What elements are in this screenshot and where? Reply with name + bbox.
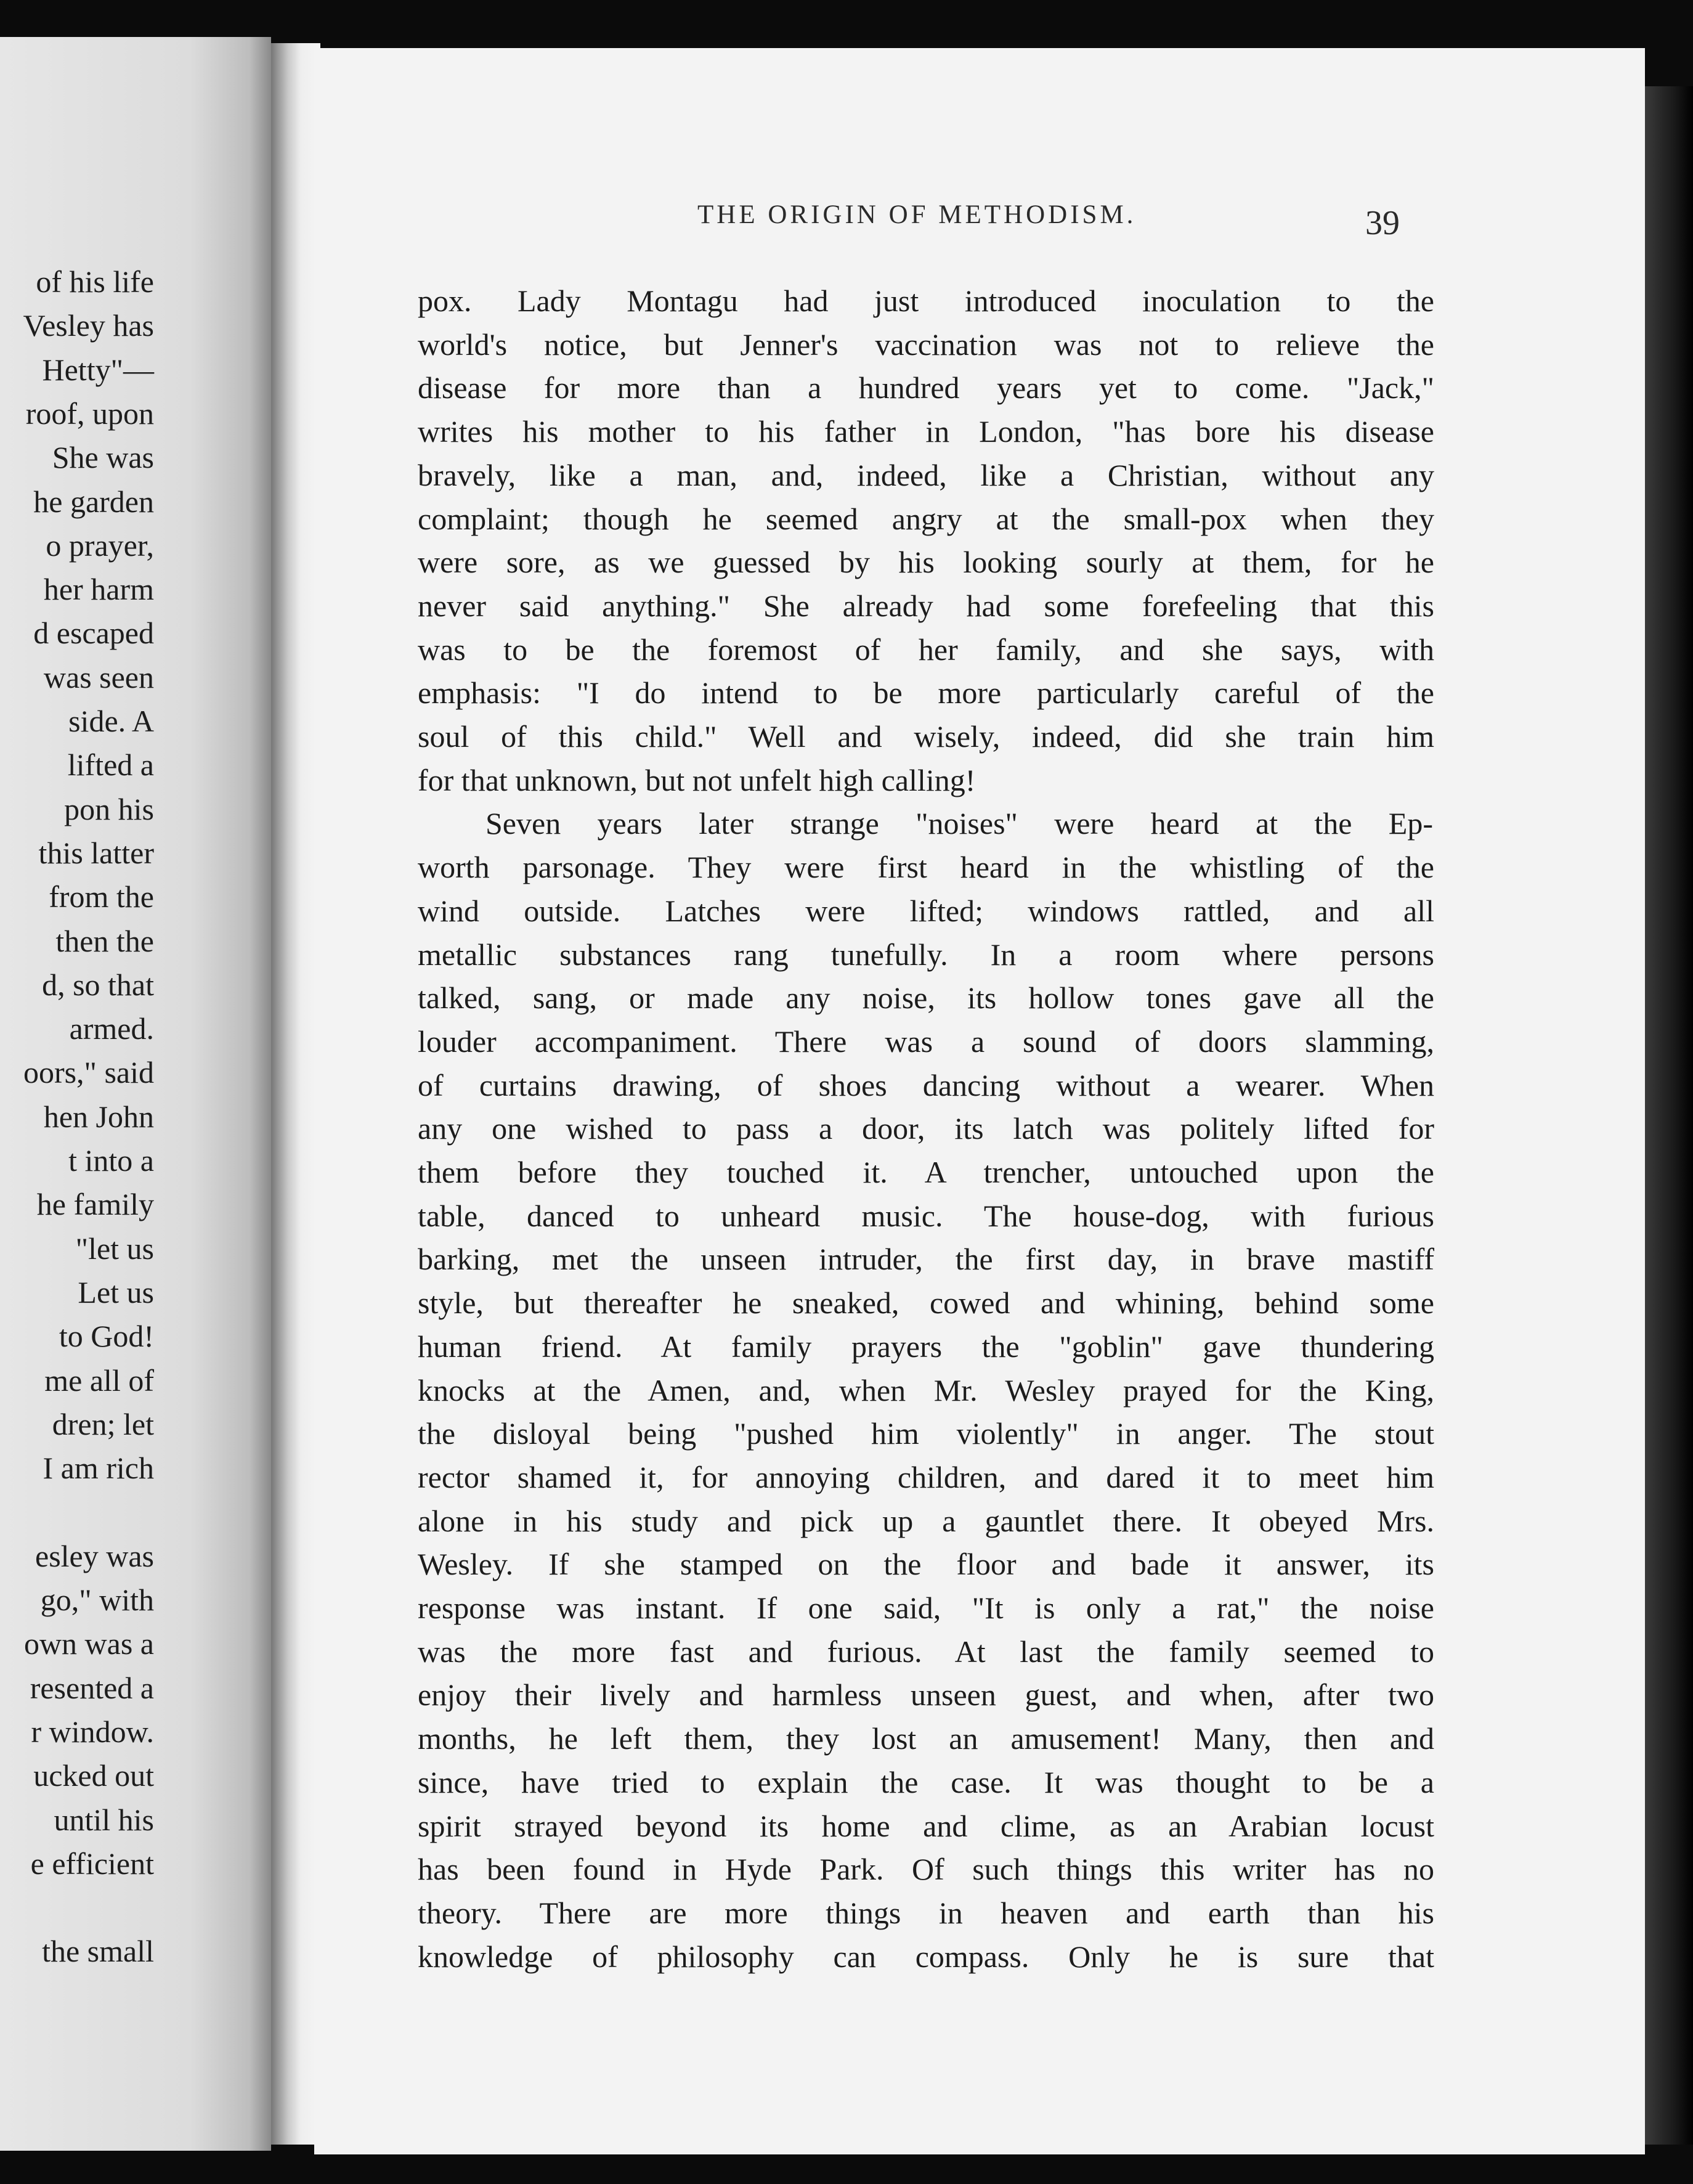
text-line: months, he left them, they lost an amusement! Many, then and (418, 1721, 1434, 1756)
text-line: metallic substances rang tunefully. In a room where persons (418, 937, 1434, 972)
left-page-line: e efficient (30, 1846, 154, 1881)
text-line: world's notice, but Jenner's vaccination was not to relieve the (418, 327, 1434, 362)
text-line: was to be the foremost of her family, and she says, with (418, 632, 1434, 667)
text-line: soul of this child." Well and wisely, indeed, did she train him (418, 719, 1434, 754)
text-line: the disloyal being "pushed him violently" in anger. The stout (418, 1416, 1434, 1451)
left-page-line: lifted a (67, 748, 154, 783)
left-page-line: Vesley has (23, 308, 154, 343)
left-page-line: was seen (43, 659, 154, 695)
text-line: pox. Lady Montagu had just introduced inoculation to the (418, 283, 1434, 318)
left-page-line: armed. (69, 1011, 154, 1046)
text-line: barking, met the unseen intruder, the first day, in brave mastiff (418, 1242, 1434, 1277)
left-page-line: d escaped (33, 616, 154, 651)
text-line: knocks at the Amen, and, when Mr. Wesley prayed for the King, (418, 1372, 1434, 1408)
text-line: worth parsonage. They were first heard in the whistling of the (418, 850, 1434, 885)
left-page-line: roof, upon (25, 396, 154, 431)
text-line: louder accompaniment. There was a sound of doors slamming, (418, 1024, 1434, 1059)
left-page-line: o prayer, (46, 528, 154, 563)
left-page-line: go," with (40, 1583, 154, 1617)
text-line: rector shamed it, for annoying children, and dared it to meet him (418, 1459, 1434, 1494)
text-line: for that unknown, but not unfelt high calling! (418, 762, 976, 797)
left-page-line: of his life (36, 264, 154, 299)
left-page-line: d, so that (42, 967, 154, 1002)
left-page-line: to God! (59, 1319, 154, 1354)
left-page-line: Hetty"— (42, 352, 154, 387)
text-line: spirit strayed beyond its home and clime, as an Arabian locust (418, 1808, 1434, 1843)
text-line: human friend. At family prayers the "goblin" gave thundering (418, 1329, 1434, 1364)
left-page-line: then the (55, 923, 154, 958)
left-page-line: until his (54, 1802, 154, 1837)
left-page-line: this latter (38, 835, 154, 870)
text-line: response was instant. If one said, "It is only a rat," the noise (418, 1591, 1434, 1625)
left-page-line: hen John (43, 1099, 154, 1134)
left-page-line: own was a (23, 1626, 154, 1661)
paragraph-start-line: Seven years later strange "noises" were heard at the Ep- (485, 806, 1433, 841)
text-line: Wesley. If she stamped on the floor and bade it answer, its (418, 1547, 1434, 1582)
text-line: any one wished to pass a door, its latch was politely lifted for (418, 1111, 1434, 1146)
left-page-line: esley was (35, 1538, 154, 1573)
text-line: emphasis: "I do intend to be more particularly careful of the (418, 675, 1434, 711)
left-page-line: dren; let (52, 1406, 154, 1441)
left-page-line: me all of (44, 1363, 154, 1398)
text-line: disease for more than a hundred years yet to come. "Jack," (418, 370, 1434, 405)
text-line: style, but thereafter he sneaked, cowed and whining, behind some (418, 1286, 1434, 1321)
text-line: talked, sang, or made any noise, its hollow tones gave all the (418, 980, 1434, 1016)
left-page-line: t into a (68, 1143, 154, 1178)
text-line: table, danced to unheard music. The house-dog, with furious (418, 1198, 1434, 1233)
left-page-line: side. A (68, 704, 154, 738)
text-line: writes his mother to his father in London, "has bore his disease (418, 414, 1434, 449)
text-line: was the more fast and furious. At last the family seemed to (418, 1634, 1434, 1669)
text-line: never said anything." She already had some forefeeling that this (418, 588, 1434, 623)
text-line: theory. There are more things in heaven and earth than his (418, 1895, 1434, 1930)
text-line: complaint; though he seemed angry at the small-pox when they (418, 501, 1434, 536)
left-page-line: "let us (75, 1231, 154, 1266)
running-title: THE ORIGIN OF METHODISM. (697, 200, 1137, 229)
text-line: of curtains drawing, of shoes dancing without a wearer. When (418, 1067, 1434, 1102)
text-line: bravely, like a man, and, indeed, like a Christian, without any (418, 457, 1434, 492)
text-line: enjoy their lively and harmless unseen guest, and when, after two (418, 1677, 1434, 1713)
left-page-fragment (0, 37, 271, 2151)
text-line: since, have tried to explain the case. It was thought to be a (418, 1764, 1434, 1799)
text-line: wind outside. Latches were lifted; windows rattled, and all (418, 893, 1434, 928)
page-number: 39 (1365, 204, 1400, 242)
left-page-line: She was (52, 440, 154, 475)
left-page-line: her harm (43, 572, 154, 607)
text-line: has been found in Hyde Park. Of such things this writer has no (418, 1852, 1434, 1887)
text-line: were sore, as we guessed by his looking sourly at them, for he (418, 545, 1434, 580)
left-page-line: Let us (78, 1274, 154, 1310)
left-page-line: the small (42, 1934, 154, 1969)
book-edge (1645, 86, 1693, 2145)
left-page-line: pon his (64, 791, 154, 826)
text-line: them before they touched it. A trencher, untouched upon the (418, 1155, 1434, 1189)
book-gutter (271, 43, 320, 2145)
left-page-line: resented a (30, 1670, 154, 1705)
left-page-line: he garden (33, 484, 154, 519)
book-page (314, 48, 1645, 2154)
left-page-line: from the (49, 879, 154, 915)
left-page-line: ucked out (33, 1758, 154, 1793)
text-line: knowledge of philosophy can compass. Only he is sure that (418, 1939, 1434, 1974)
left-page-line: r window. (31, 1714, 154, 1749)
left-page-line: I am rich (43, 1451, 154, 1486)
left-page-line: he family (36, 1187, 154, 1222)
text-line: alone in his study and pick up a gauntlet there. It obeyed Mrs. (418, 1503, 1434, 1538)
left-page-text (0, 37, 271, 2151)
body-text (314, 48, 1645, 2154)
left-page-line: oors," said (23, 1055, 154, 1090)
